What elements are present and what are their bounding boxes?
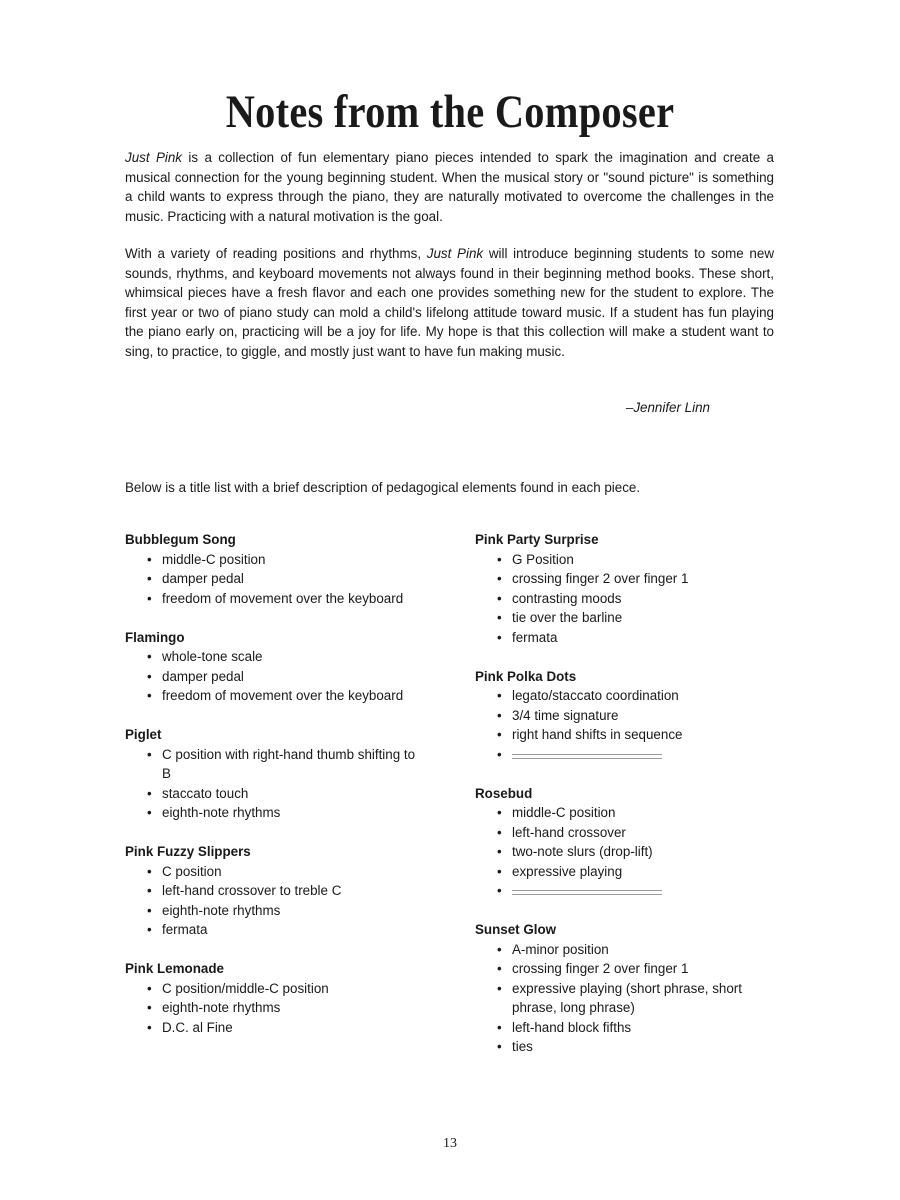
- pedagogical-element-item: • A-minor position: [475, 940, 775, 960]
- piece-title: Piglet: [125, 727, 162, 742]
- pedagogical-element-list: [125, 647, 425, 706]
- book-title-italic: Just Pink: [426, 246, 484, 261]
- pedagogical-element-list: [475, 686, 775, 764]
- pedagogical-element-item: • left-hand crossover to treble C: [125, 881, 425, 901]
- page-title: Notes from the Composer: [225, 86, 675, 139]
- pedagogical-element-item: • damper pedal: [125, 569, 425, 589]
- piece-entry: [125, 842, 425, 940]
- pedagogical-element-item: • legato/staccato coordination: [475, 686, 775, 706]
- pedagogical-element-item: • left-hand block fifths: [475, 1018, 775, 1038]
- piece-title: Rosebud: [475, 785, 533, 801]
- pedagogical-element-item: • C position: [125, 862, 425, 882]
- pedagogical-element-item: • staccato touch: [125, 784, 425, 804]
- piece-title: Pink Fuzzy Slippers: [125, 844, 251, 859]
- pedagogical-element-item: • tie over the barline: [475, 608, 775, 628]
- pedagogical-element-item: • two-note slurs (drop-lift): [475, 842, 775, 862]
- pedagogical-element-item: • D.C. al Fine: [125, 1018, 425, 1038]
- page-number: 13: [443, 1136, 457, 1151]
- pedagogical-element-item: • right hand shifts in sequence: [475, 725, 775, 745]
- piece-title: Pink Polka Dots: [475, 668, 577, 684]
- pedagogical-element-item: • G Position: [475, 550, 775, 570]
- piece-entry: [125, 959, 425, 1037]
- pedagogical-element-item: • whole-tone scale: [125, 647, 425, 667]
- pedagogical-element-list: [125, 862, 425, 940]
- piece-entry: [125, 530, 425, 608]
- second-paragraph-rest: will introduce beginning students to some new sounds, rhythms, and keyboard movements not always found in their beginning method books. These short, whimsical pieces have a fresh flavor and each one provides something new for the student to explore. The first year or two of piano study can mold a child's lifelong attitude toward music. If a student has fun playing the piano early on, practicing will be a joy for life. My hope is that this collection will make a student want to sing, to practice, to giggle, and mostly just want to have fun making music.: [125, 246, 774, 359]
- pedagogical-element-list: [125, 979, 425, 1038]
- pedagogical-element-list: [125, 745, 425, 823]
- pedagogical-element-item: • contrasting moods: [475, 589, 775, 609]
- pedagogical-element-item: • eighth-note rhythms: [125, 998, 425, 1018]
- piece-entry: [475, 784, 775, 901]
- pedagogical-element-item: • C position/middle-C position: [125, 979, 425, 999]
- pedagogical-element-item: • eighth-note rhythms: [125, 803, 425, 823]
- pedagogical-element-item: • freedom of movement over the keyboard: [125, 589, 425, 609]
- piece-list-left-column: [125, 530, 425, 1057]
- pedagogical-element-list: [125, 550, 425, 609]
- intro-paragraph: [125, 148, 774, 226]
- pedagogical-element-list: [475, 550, 775, 648]
- second-paragraph: [125, 244, 774, 362]
- pedagogical-element-item: • 3/4 time signature: [475, 706, 775, 726]
- piece-entry: [475, 920, 775, 1057]
- pedagogical-element-item: • crossing finger 2 over finger 1: [475, 959, 775, 979]
- hairpin-dynamics-symbol: [475, 745, 775, 765]
- second-paragraph-start: With a variety of reading positions and rhythms,: [125, 246, 427, 261]
- pedagogical-element-item: • C position with right-hand thumb shifting to B: [125, 745, 425, 784]
- piece-entry: [125, 628, 425, 706]
- intro-paragraph-text: is a collection of fun elementary piano pieces intended to spark the imagination and create a musical connection for the young beginning student. When the musical story or "sound picture" is something a child wants to express through the piano, they are naturally motivated to overcome the challenges in the music. Practicing with a natural motivation is the goal.: [125, 150, 775, 224]
- piece-list-right-column: [475, 530, 775, 1076]
- piece-entry: [125, 725, 425, 823]
- pedagogical-element-item: • fermata: [475, 628, 775, 648]
- piece-title: Pink Lemonade: [125, 961, 224, 976]
- pedagogical-element-item: • eighth-note rhythms: [125, 901, 425, 921]
- piece-entry: [475, 667, 775, 765]
- piece-title: Flamingo: [125, 629, 185, 645]
- pedagogical-element-item: • fermata: [125, 920, 425, 940]
- pedagogical-element-item: • expressive playing: [475, 862, 775, 882]
- piece-title: Sunset Glow: [475, 922, 557, 937]
- pedagogical-element-item: • damper pedal: [125, 667, 425, 687]
- hairpin-dynamics-symbol: [475, 881, 775, 901]
- piece-title: Bubblegum Song: [125, 532, 236, 547]
- composer-signature: –Jennifer Linn: [625, 400, 710, 415]
- piece-title: Pink Party Surprise: [475, 532, 599, 547]
- pedagogical-element-item: • middle-C position: [125, 550, 425, 570]
- pedagogical-element-item: • expressive playing (short phrase, short phrase, long phrase): [475, 979, 775, 1018]
- pedagogical-element-list: [475, 803, 775, 901]
- pedagogical-element-item: • ties: [475, 1037, 775, 1057]
- book-title-italic: Just Pink: [125, 150, 182, 165]
- list-intro: Below is a title list with a brief description of pedagogical elements found in each piece.: [125, 480, 641, 495]
- piece-entry: [475, 530, 775, 647]
- pedagogical-element-list: [475, 940, 775, 1057]
- pedagogical-element-item: • crossing finger 2 over finger 1: [475, 569, 775, 589]
- pedagogical-element-item: • middle-C position: [475, 803, 775, 823]
- pedagogical-element-item: • left-hand crossover: [475, 823, 775, 843]
- pedagogical-element-item: • freedom of movement over the keyboard: [125, 686, 425, 706]
